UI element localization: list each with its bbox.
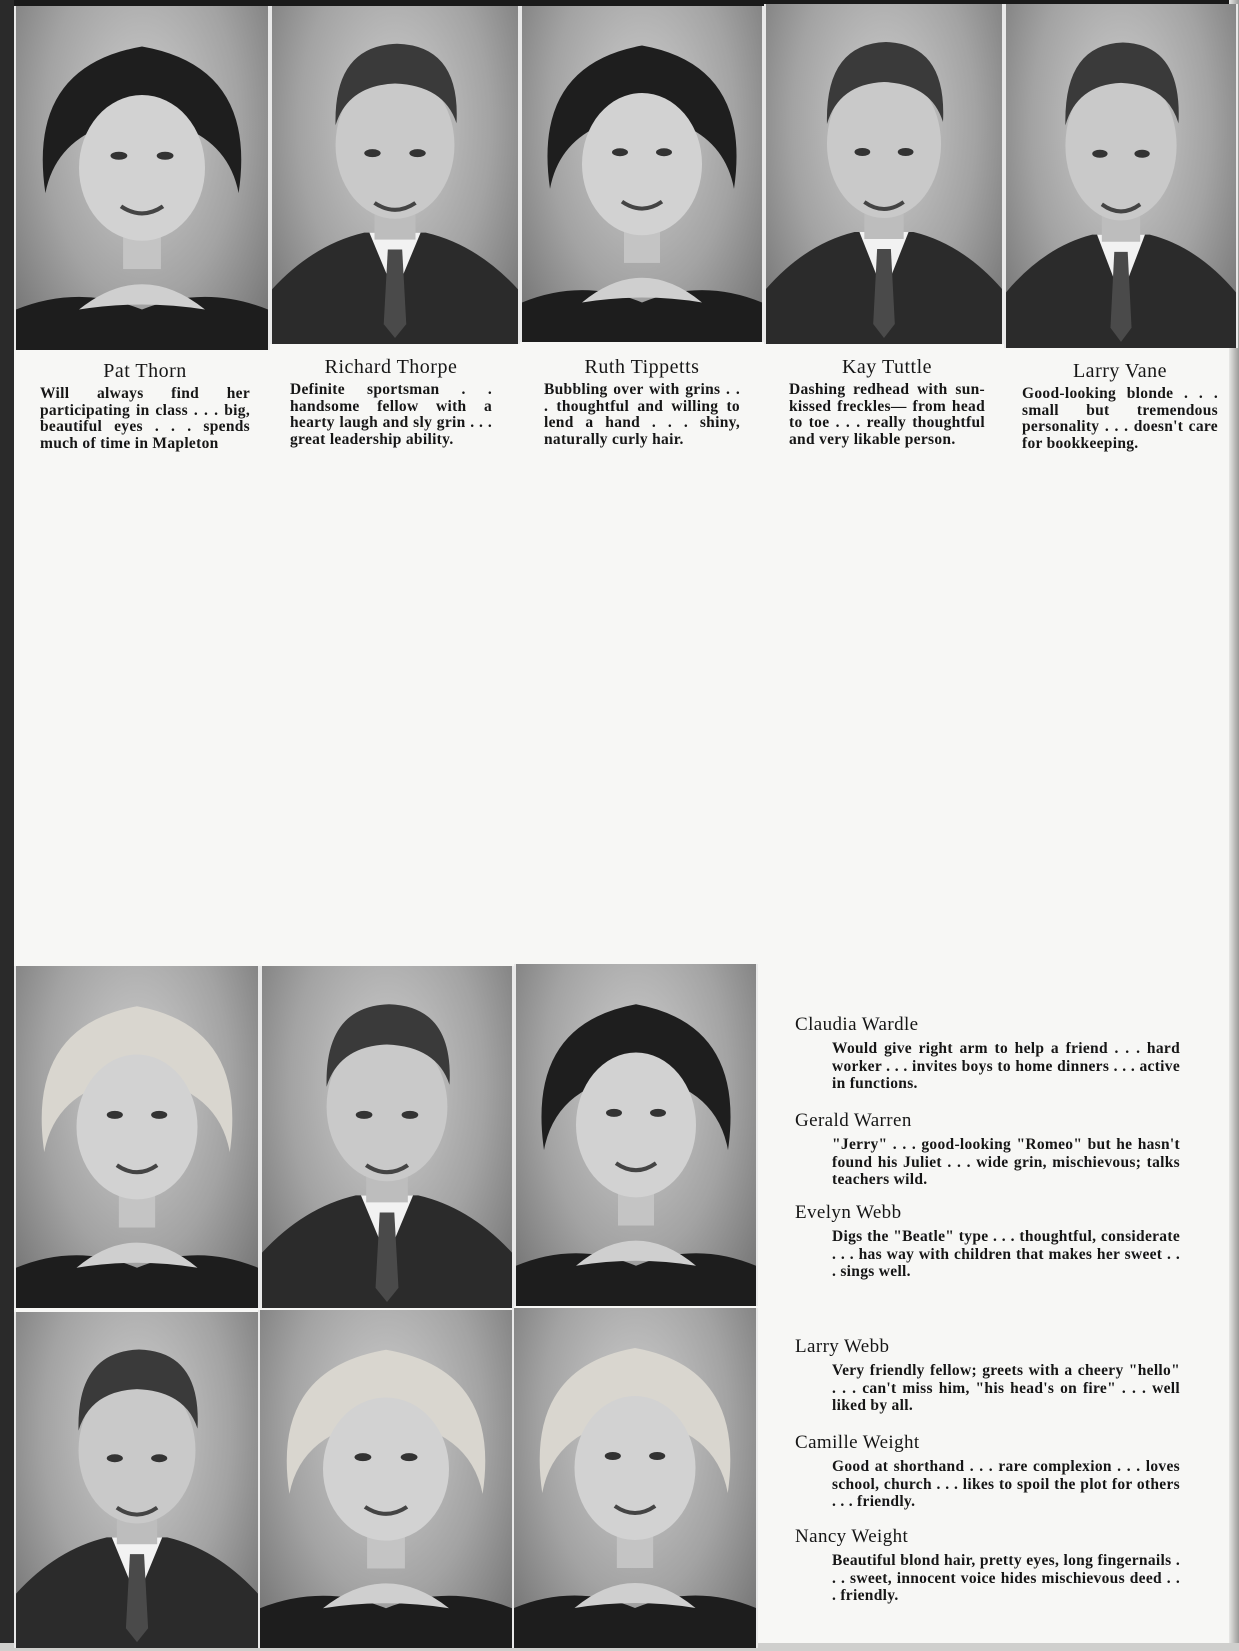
- portrait-gerald-warren: [260, 966, 514, 1308]
- right-eye-shape: [401, 1453, 418, 1461]
- right-eye-shape: [157, 152, 174, 160]
- student-name: Richard Thorpe: [324, 356, 458, 378]
- face-shape: [582, 93, 702, 235]
- left-eye-shape: [107, 1454, 123, 1462]
- portrait-image: [16, 1312, 258, 1648]
- student-blurb: Good-looking blonde . . . small but tremendous personality . . . doesn't care for bookkeeping.: [1022, 385, 1218, 452]
- left-eye-shape: [364, 149, 380, 157]
- face-shape: [576, 1053, 696, 1198]
- caption-richard-thorpe: [290, 356, 492, 448]
- student-blurb: Dashing redhead with sun-kissed freckles— from head to toe . . . really thoughtful and very likable person.: [789, 381, 985, 448]
- entry-nancy-weight: [795, 1526, 1180, 1605]
- student-name: Camille Weight: [795, 1432, 920, 1453]
- student-blurb: Would give right arm to help a friend . . . hard worker . . . invites boys to home dinners . . . active in functions.: [832, 1040, 1180, 1092]
- left-eye-shape: [605, 1452, 621, 1460]
- portrait-image: [272, 6, 518, 344]
- left-eye-shape: [356, 1111, 373, 1119]
- student-name: Claudia Wardle: [795, 1014, 919, 1035]
- face-shape: [77, 1055, 198, 1200]
- right-eye-shape: [649, 1452, 665, 1460]
- necktie-shape: [1110, 252, 1131, 342]
- left-eye-shape: [855, 148, 871, 156]
- right-eye-shape: [151, 1111, 167, 1119]
- caption-kay-tuttle: [789, 356, 985, 448]
- caption-larry-vane: [1022, 360, 1218, 452]
- student-blurb: Very friendly fellow; greets with a cheery "hello" . . . can't miss him, "his head's on fire" . . . well liked by all.: [832, 1362, 1180, 1414]
- entry-gerald-warren: [795, 1110, 1180, 1189]
- entry-camille-weight: [795, 1432, 1180, 1511]
- face-shape: [575, 1396, 696, 1540]
- caption-ruth-tippetts: [544, 356, 740, 448]
- student-name: Kay Tuttle: [841, 356, 933, 378]
- portrait-image: [766, 4, 1002, 344]
- student-name: Evelyn Webb: [795, 1202, 902, 1223]
- portrait-image: [516, 964, 756, 1306]
- portrait-pat-thorn: [14, 6, 270, 350]
- page-binding-edge: [0, 0, 14, 1651]
- shoulders-shape: [582, 278, 702, 303]
- portrait-larry-webb: [14, 1312, 260, 1648]
- right-eye-shape: [650, 1109, 666, 1117]
- student-blurb: Digs the "Beatle" type . . . thoughtful, considerate . . . has way with children that makes her sweet . . . sings well.: [832, 1228, 1180, 1280]
- student-blurb: Will always find her participating in class . . . big, beautiful eyes . . . spends much of time in Mapleton: [40, 385, 250, 452]
- dress-shape: [260, 1596, 512, 1648]
- necktie-shape: [384, 250, 407, 338]
- portrait-image: [260, 1310, 512, 1648]
- dress-shape: [16, 297, 268, 350]
- shoulders-shape: [323, 1583, 449, 1608]
- shoulders-shape: [575, 1583, 696, 1608]
- student-name: Larry Webb: [795, 1336, 890, 1357]
- face-shape: [79, 95, 205, 241]
- necktie-shape: [376, 1212, 399, 1302]
- left-eye-shape: [111, 152, 128, 160]
- left-eye-shape: [612, 148, 628, 156]
- entry-claudia-wardle: [795, 1014, 1180, 1093]
- portrait-kay-tuttle: [764, 4, 1004, 344]
- right-eye-shape: [898, 148, 914, 156]
- left-eye-shape: [606, 1109, 622, 1117]
- shoulders-shape: [576, 1241, 696, 1266]
- portrait-camille-weight: [258, 1310, 514, 1648]
- shoulders-shape: [77, 1243, 198, 1268]
- necktie-shape: [126, 1554, 148, 1642]
- portrait-image: [262, 966, 512, 1308]
- right-eye-shape: [1134, 150, 1149, 158]
- face-shape: [323, 1397, 449, 1540]
- student-name: Pat Thorn: [103, 360, 187, 382]
- right-eye-shape: [656, 148, 672, 156]
- right-eye-shape: [151, 1454, 167, 1462]
- entry-larry-webb: [795, 1336, 1180, 1415]
- portrait-nancy-weight: [512, 1308, 758, 1648]
- left-eye-shape: [1092, 150, 1107, 158]
- right-eye-shape: [402, 1111, 419, 1119]
- student-blurb: Good at shorthand . . . rare complexion . . . loves school, church . . . likes to spoil the plot for others . . . friendly.: [832, 1458, 1180, 1510]
- portrait-claudia-wardle: [14, 966, 260, 1308]
- student-name: Ruth Tippetts: [584, 356, 700, 378]
- portrait-evelyn-webb: [514, 964, 758, 1306]
- student-name: Larry Vane: [1072, 360, 1168, 382]
- dress-shape: [522, 290, 762, 342]
- portrait-richard-thorpe: [270, 6, 520, 344]
- student-name: Nancy Weight: [795, 1526, 909, 1547]
- portrait-image: [522, 6, 762, 342]
- necktie-shape: [873, 249, 895, 338]
- portrait-image: [1006, 4, 1236, 348]
- student-blurb: Beautiful blond hair, pretty eyes, long fingernails . . . sweet, innocent voice hides mischievous deed . . . friendly.: [832, 1552, 1180, 1604]
- shoulders-shape: [79, 284, 205, 309]
- portrait-ruth-tippetts: [520, 6, 764, 342]
- left-eye-shape: [355, 1453, 372, 1461]
- right-eye-shape: [409, 149, 425, 157]
- student-blurb: Bubbling over with grins . . . thoughtful and willing to lend a hand . . . shiny, naturally curly hair.: [544, 381, 740, 448]
- entry-evelyn-webb: [795, 1202, 1180, 1281]
- portrait-larry-vane: [1004, 4, 1238, 348]
- portrait-image: [514, 1308, 756, 1648]
- dress-shape: [516, 1253, 756, 1306]
- dress-shape: [514, 1596, 756, 1649]
- portrait-image: [16, 966, 258, 1308]
- dress-shape: [16, 1255, 258, 1308]
- student-name: Gerald Warren: [795, 1110, 912, 1131]
- left-eye-shape: [107, 1111, 123, 1119]
- student-blurb: "Jerry" . . . good-looking "Romeo" but he hasn't found his Juliet . . . wide grin, mischievous; talks teachers wild.: [832, 1136, 1180, 1188]
- student-blurb: Definite sportsman . . handsome fellow with a hearty laugh and sly grin . . . great leadership ability.: [290, 381, 492, 448]
- caption-pat-thorn: [40, 360, 250, 452]
- portrait-image: [16, 6, 268, 350]
